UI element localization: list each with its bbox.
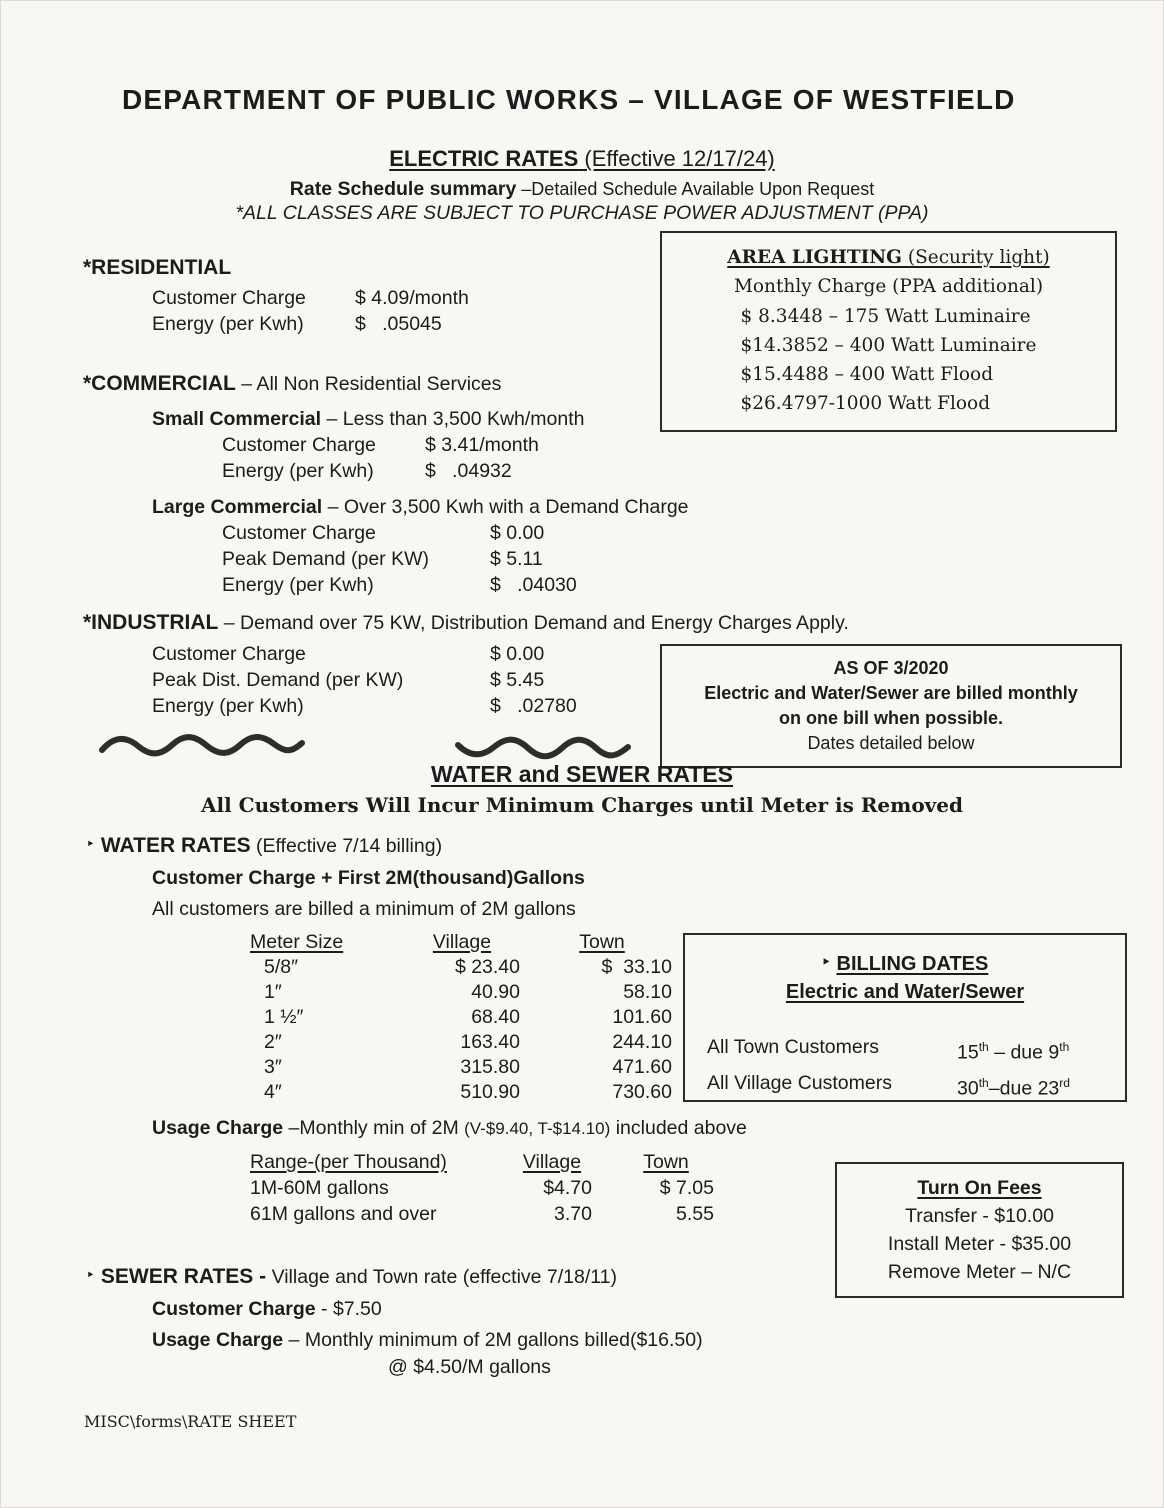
meter-size: 3″ [264,1056,282,1078]
water-rates-heading: ‣ WATER RATES (Effective 7/14 billing) [86,834,443,857]
usage-table-header [250,1149,734,1175]
fee-line: Remove Meter – N/C [887,1261,1072,1283]
usage-charge-heading: Usage Charge –Monthly min of 2M (V-$9.40, T-$14.10) included above [152,1117,747,1139]
rate-value: $ 0.00 [490,643,545,665]
commercial-heading: *COMMERCIAL – All Non Residential Services [83,372,502,395]
village-rate: $ 23.40 [454,956,520,978]
rate-row [152,695,577,718]
meter-size: 1″ [264,981,282,1003]
billing-date-row [685,1032,1125,1068]
sewer-rates-heading: ‣ SEWER RATES - Village and Town rate (effective 7/18/11) [86,1265,618,1288]
area-lighting-rate: $26.4797-1000 Watt Flood [740,393,991,414]
water-charge-line: Customer Charge + First 2M(thousand)Gallons [152,867,585,889]
rate-value: $ .04030 [490,574,577,596]
meter-size: 1 ½″ [264,1006,304,1028]
town-rate: 244.10 [612,1031,672,1053]
industrial-heading: *INDUSTRIAL – Demand over 75 KW, Distribution Demand and Energy Charges Apply. [83,611,849,634]
rate-label: Customer Charge [222,434,376,456]
asof-date: AS OF 3/2020 [833,658,949,678]
rate-schedule-summary-note: –Detailed Schedule Available Upon Request [516,179,875,199]
meter-size: 4″ [264,1081,282,1103]
arrow-bullet-icon: ‣ [821,954,831,971]
customer-type: All Village Customers [707,1071,892,1094]
small-commercial-heading: Small Commercial – Less than 3,500 Kwh/month [152,408,585,430]
village-rate: 3.70 [554,1203,592,1225]
usage-range: 1M-60M gallons [250,1177,389,1199]
table-row [250,1055,678,1080]
rate-value: $ 0.00 [490,522,545,544]
area-lighting-rate: $15.4488 – 400 Watt Flood [740,364,994,385]
town-rate: 730.60 [612,1081,672,1103]
rate-value: $ 3.41/month [425,434,539,456]
rate-row [222,460,512,483]
billing-date: 30th–due 23rd [957,1075,1071,1099]
water-sewer-heading: WATER and SEWER RATES [431,761,733,787]
asof-billing-note-box [660,644,1122,768]
rate-label: Energy (per Kwh) [152,313,304,335]
rate-row [152,643,544,666]
customer-type: All Town Customers [707,1036,879,1058]
squiggle-decoration [452,733,634,763]
town-rate: 471.60 [612,1056,672,1078]
rate-schedule-summary [0,178,1164,201]
range-header: Range-(per Thousand) [250,1151,447,1173]
rate-value: $ 5.45 [490,669,545,691]
meter-table-header [250,930,678,955]
rate-value: $ .04932 [425,460,512,482]
rate-label: Customer Charge [152,287,306,309]
rate-label: Peak Demand (per KW) [222,548,429,570]
area-lighting-rate: $14.3852 – 400 Watt Luminaire [740,335,1037,356]
meter-size: 5/8″ [264,956,299,978]
rate-label: Peak Dist. Demand (per KW) [152,669,404,691]
squiggle-decoration [96,730,308,760]
billing-dates-heading: ‣ BILLING DATES [821,953,989,975]
electric-rates-heading [0,146,1164,172]
rate-row [152,287,469,310]
ppa-note: *ALL CLASSES ARE SUBJECT TO PURCHASE POWER ADJUSTMENT (PPA) [235,202,929,224]
table-row [250,955,678,980]
rate-row [152,313,442,336]
rate-label: Energy (per Kwh) [222,460,374,482]
rate-value: $ .02780 [490,695,577,717]
area-lighting-subheading: Monthly Charge (PPA additional) [733,276,1044,297]
village-rate: 510.90 [460,1081,520,1103]
village-header: Village [432,931,492,953]
fee-line: Transfer - $10.00 [905,1205,1054,1227]
table-row [250,1005,678,1030]
turn-on-fees-heading: Turn On Fees [917,1177,1042,1199]
rate-row [222,548,543,571]
billing-dates-box [683,933,1127,1102]
table-row [250,1030,678,1055]
rate-row [222,434,539,457]
asof-subtext: Dates detailed below [807,733,975,753]
village-rate: $4.70 [543,1177,592,1199]
footer-file-path: MISC\forms\RATE SHEET [84,1412,297,1431]
fee-line: Install Meter - $35.00 [887,1233,1072,1255]
arrow-bullet-icon: ‣ [86,1267,95,1284]
village-rate: 163.40 [460,1031,520,1053]
rate-value: $ 4.09/month [355,287,469,309]
village-rate: 68.40 [471,1006,520,1028]
area-lighting-heading: AREA LIGHTING (Security light) [727,247,1050,268]
town-rate: 5.55 [676,1203,714,1225]
table-row [250,980,678,1005]
rate-row [222,574,577,597]
town-rate: 101.60 [612,1006,672,1028]
meter-size: 2″ [264,1031,282,1053]
billing-date: 15th – due 9th [957,1040,1070,1064]
page-title: DEPARTMENT OF PUBLIC WORKS – VILLAGE OF WESTFIELD [122,84,1016,115]
rate-row [152,669,544,692]
rate-value: $ 5.11 [490,548,543,570]
water-sewer-subheading: All Customers Will Incur Minimum Charges until Meter is Removed [201,793,963,817]
meter-size-header: Meter Size [250,931,344,953]
town-rate: $ 33.10 [601,956,672,978]
town-header: Town [643,1151,689,1173]
meter-size-table [250,930,678,1105]
sewer-usage-charge: Usage Charge – Monthly minimum of 2M gallons billed($16.50) [152,1329,703,1351]
rate-row [222,522,544,545]
table-row [250,1175,734,1201]
village-header: Village [522,1151,582,1173]
town-rate: 58.10 [623,981,672,1003]
rate-label: Customer Charge [152,643,306,665]
arrow-bullet-icon: ‣ [86,836,95,853]
large-commercial-heading: Large Commercial – Over 3,500 Kwh with a Demand Charge [152,496,689,518]
area-lighting-rates [741,302,1037,418]
electric-rates-effective: (Effective 12/17/24) [578,146,775,171]
rate-schedule-summary-label: Rate Schedule summary [289,178,517,200]
turn-on-fees-box [835,1162,1124,1298]
area-lighting-box [660,231,1117,432]
table-row [250,1201,734,1227]
billing-dates-subheading: Electric and Water/Sewer [785,981,1025,1003]
rate-label: Energy (per Kwh) [152,695,304,717]
water-minimum-line: All customers are billed a minimum of 2M gallons [152,898,576,920]
electric-rates-title: ELECTRIC RATES [389,146,579,171]
table-row [250,1080,678,1105]
village-rate: 315.80 [460,1056,520,1078]
rate-value: $ .05045 [355,313,442,335]
billing-date-row [685,1068,1125,1104]
residential-heading: *RESIDENTIAL [83,256,232,279]
town-header: Town [579,931,625,953]
rate-label: Customer Charge [222,522,376,544]
asof-text: Electric and Water/Sewer are billed monthly on one bill when possible. [704,683,1078,728]
sewer-customer-charge: Customer Charge - $7.50 [152,1298,382,1320]
town-rate: $ 7.05 [659,1177,714,1199]
rate-label: Energy (per Kwh) [222,574,374,596]
usage-charge-table [250,1149,734,1227]
sewer-usage-rate: @ $4.50/M gallons [388,1356,551,1378]
village-rate: 40.90 [471,981,520,1003]
usage-range: 61M gallons and over [250,1203,437,1225]
area-lighting-rate: $ 8.3448 – 175 Watt Luminaire [740,306,1031,327]
